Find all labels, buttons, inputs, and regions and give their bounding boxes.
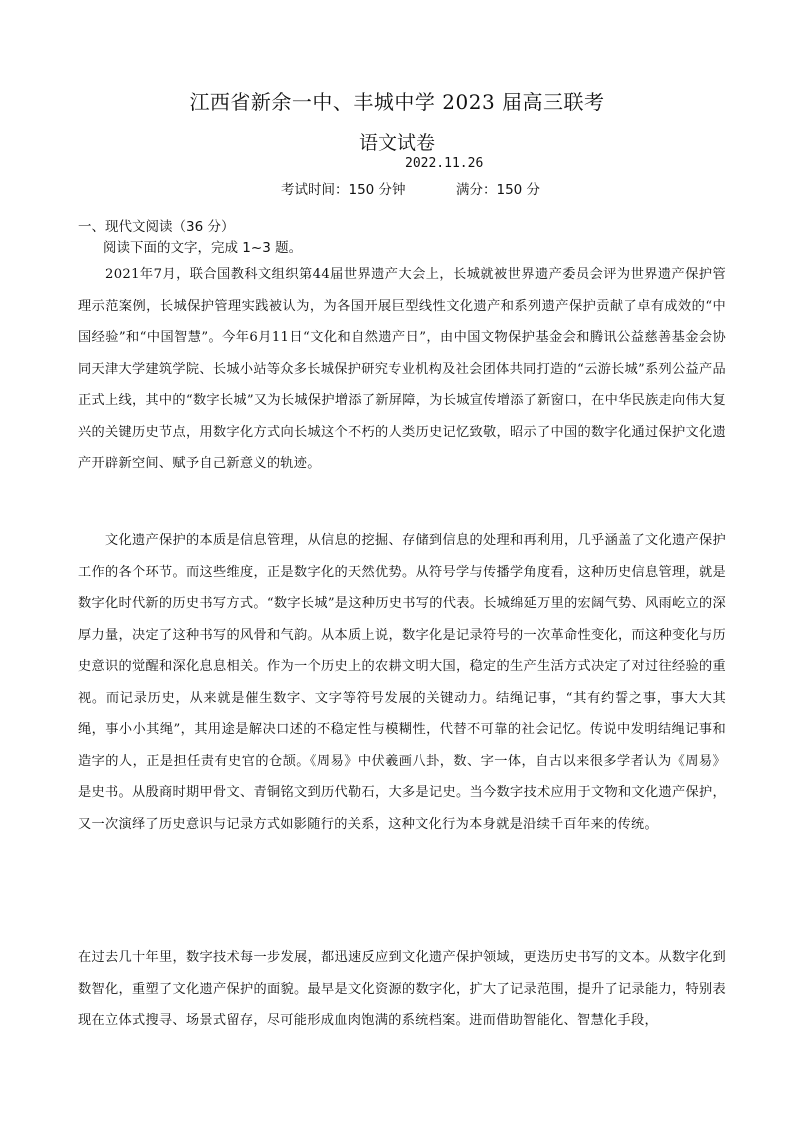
exam-time: 考试时间：150 分钟 — [281, 182, 406, 198]
reading-paragraph-2: 文化遗产保护的本质是信息管理，从信息的挖掘、存储到信息的处理和再利用，几乎涵盖了文化遗产保护工作的各个环节。而这些维度，正是数字化的天然优势。从符号学与传播学角度看，这种历史信息管理，就是数字化时代新的历史书写方式。“数字长城”是这种历史书写的代表。长城绵延万里的宏阔气势、风雨屹立的深厚力量，决定了这种书写的风骨和气韵。从本质上说，数字化是记录符号的一次革命性变化，而这种变化与历史意识的觉醒和深化息息相关。作为一个历史上的农耕文明大国，稳定的生产生活方式决定了对过往经验的重视。而记录历史，从来就是催生数字、文字等符号发展的关键动力。结绳记事，“其有约誓之事，事大大其绳，事小小其绳”，其用途是解决口述的不稳定性与模糊性，代替不可靠的社会记忆。传说中发明结绳记事和造字的人，正是担任责有史官的仓颉。《周易》中伏羲画八卦，数、字一体，自古以来很多学者认为《周易》是史书。从殷商时期甲骨文、青铜铭文到历代勒石，大多是记史。当今数字技术应用于文物和文化遗产保护，又一次演绎了历史意识与记录方式如影随行的关系，这种文化行为本身就是沿续千百年来的传统。 — [78, 533, 726, 832]
section-heading: 一、现代文阅读（36 分） — [78, 219, 235, 235]
exam-title: 江西省新余一中、丰城中学 2023 届高三联考 — [189, 90, 605, 114]
reading-paragraph-1: 2021年7月，联合国教科文组织第44届世界遗产大会上，长城就被世界遗产委员会评为世界遗产保护管理示范案例，长城保护管理实践被认为，为各国开展巨型线性文化遗产和系列遗产保护贡献了卓有成效的“中国经验”和“中国智慧”。今年6月11日“文化和自然遗产日”，由中国文物保护基金会和腾讯公益慈善基金会协同天津大学建筑学院、长城小站等众多长城保护研究专业机构及社会团体共同打造的“云游长城”系列公益产品正式上线，其中的“数字长城”又为长城保护增添了新屏障，为长城宣传增添了新窗口，在中华民族走向伟大复兴的关键历史节点，用数字化方式向长城这个不朽的人类历史记忆致敬，昭示了中国的数字化通过保护文化遗产开辟新空间、赋予自己新意义的轨迹。 — [78, 267, 726, 471]
reading-paragraph-3: 在过去几十年里，数字技术每一步发展，都迅速反应到文化遗产保护领域，更迭历史书写的文本。从数字化到数智化，重塑了文化遗产保护的面貌。最早是文化资源的数字化，扩大了记录范围，提升了记录能力，特别表现在立体式搜寻、场景式留存，尽可能形成血肉饱满的系统档案。进而借助智能化、智慧化手段， — [78, 950, 726, 1028]
exam-subtitle: 语文试卷 — [358, 132, 435, 154]
full-score: 满分：150 分 — [456, 182, 541, 198]
exam-date: 2022.11.26 — [405, 156, 484, 171]
section-instruction: 阅读下面的文字，完成 1~3 题。 — [103, 240, 303, 256]
